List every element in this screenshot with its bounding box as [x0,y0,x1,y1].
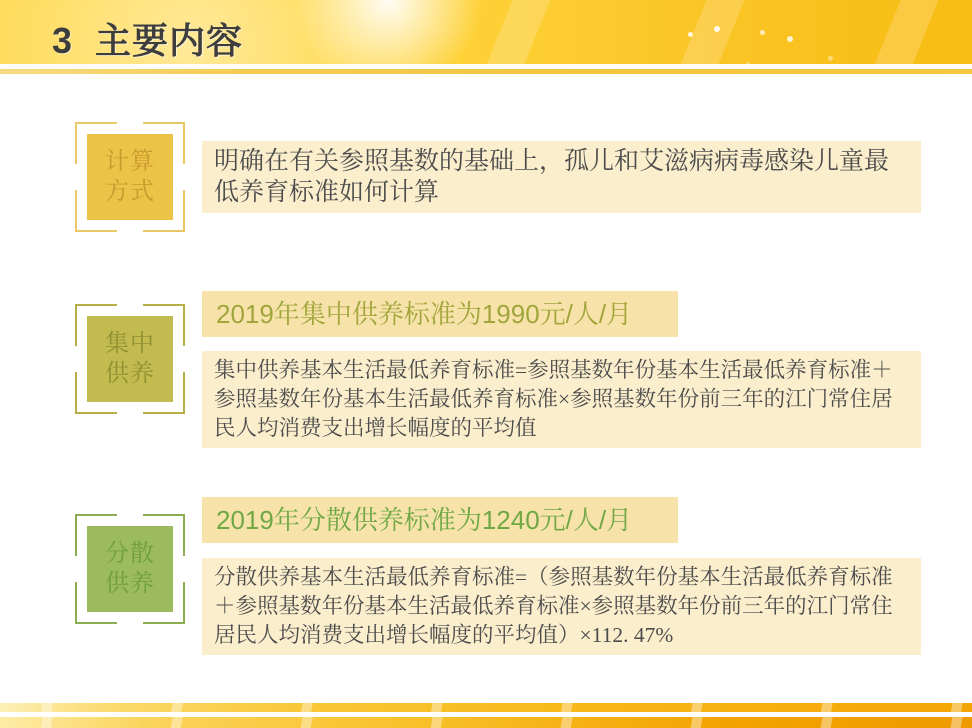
header-stripes-decoration [437,0,972,64]
sparkle-dot [714,26,720,32]
badge-square [87,316,173,402]
sparkle-dot [688,32,693,37]
sparkle-dot [828,56,833,61]
sparkle-dot [746,62,750,66]
header-underline [0,69,972,74]
footer-stripe-top [0,703,972,712]
badge-calculation-method [75,122,185,232]
badge-label-line: 计算 [105,148,155,175]
badge-square [87,134,173,220]
badge-square [87,526,173,612]
badge-label-line: 供养 [105,570,155,597]
header-banner [0,0,972,64]
badge-decentralized-support [75,514,185,624]
decentralized-standard-headline: 2019年分散供养标准为1240元/人/月 [202,497,678,543]
calculation-method-text: 明确在有关参照基数的基础上，孤儿和艾滋病病毒感染儿童最低养育标准如何计算 [202,141,921,213]
badge-label-line: 分散 [105,540,155,567]
centralized-formula-text: 集中供养基本生活最低养育标准=参照基数年份基本生活最低养育标准＋参照基数年份基本生活最低养育标准×参照基数年份前三年的江门常住居民人均消费支出增长幅度的平均值 [202,351,921,448]
sparkle-dot [787,36,793,42]
slide-title: 3 主要内容 [52,20,244,61]
footer-stripe-bottom [0,717,972,728]
decentralized-formula-text: 分散供养基本生活最低养育标准=（参照基数年份基本生活最低养育标准＋参照基数年份基本生活最低养育标准×参照基数年份前三年的江门常住居民人均消费支出增长幅度的平均值）×112. 47% [202,558,921,655]
centralized-standard-headline: 2019年集中供养标准为1990元/人/月 [202,291,678,337]
sparkle-dot [760,30,765,35]
badge-label-line: 集中 [105,330,155,357]
badge-centralized-support [75,304,185,414]
badge-label-line: 供养 [105,360,155,387]
badge-label-line: 方式 [105,178,155,205]
